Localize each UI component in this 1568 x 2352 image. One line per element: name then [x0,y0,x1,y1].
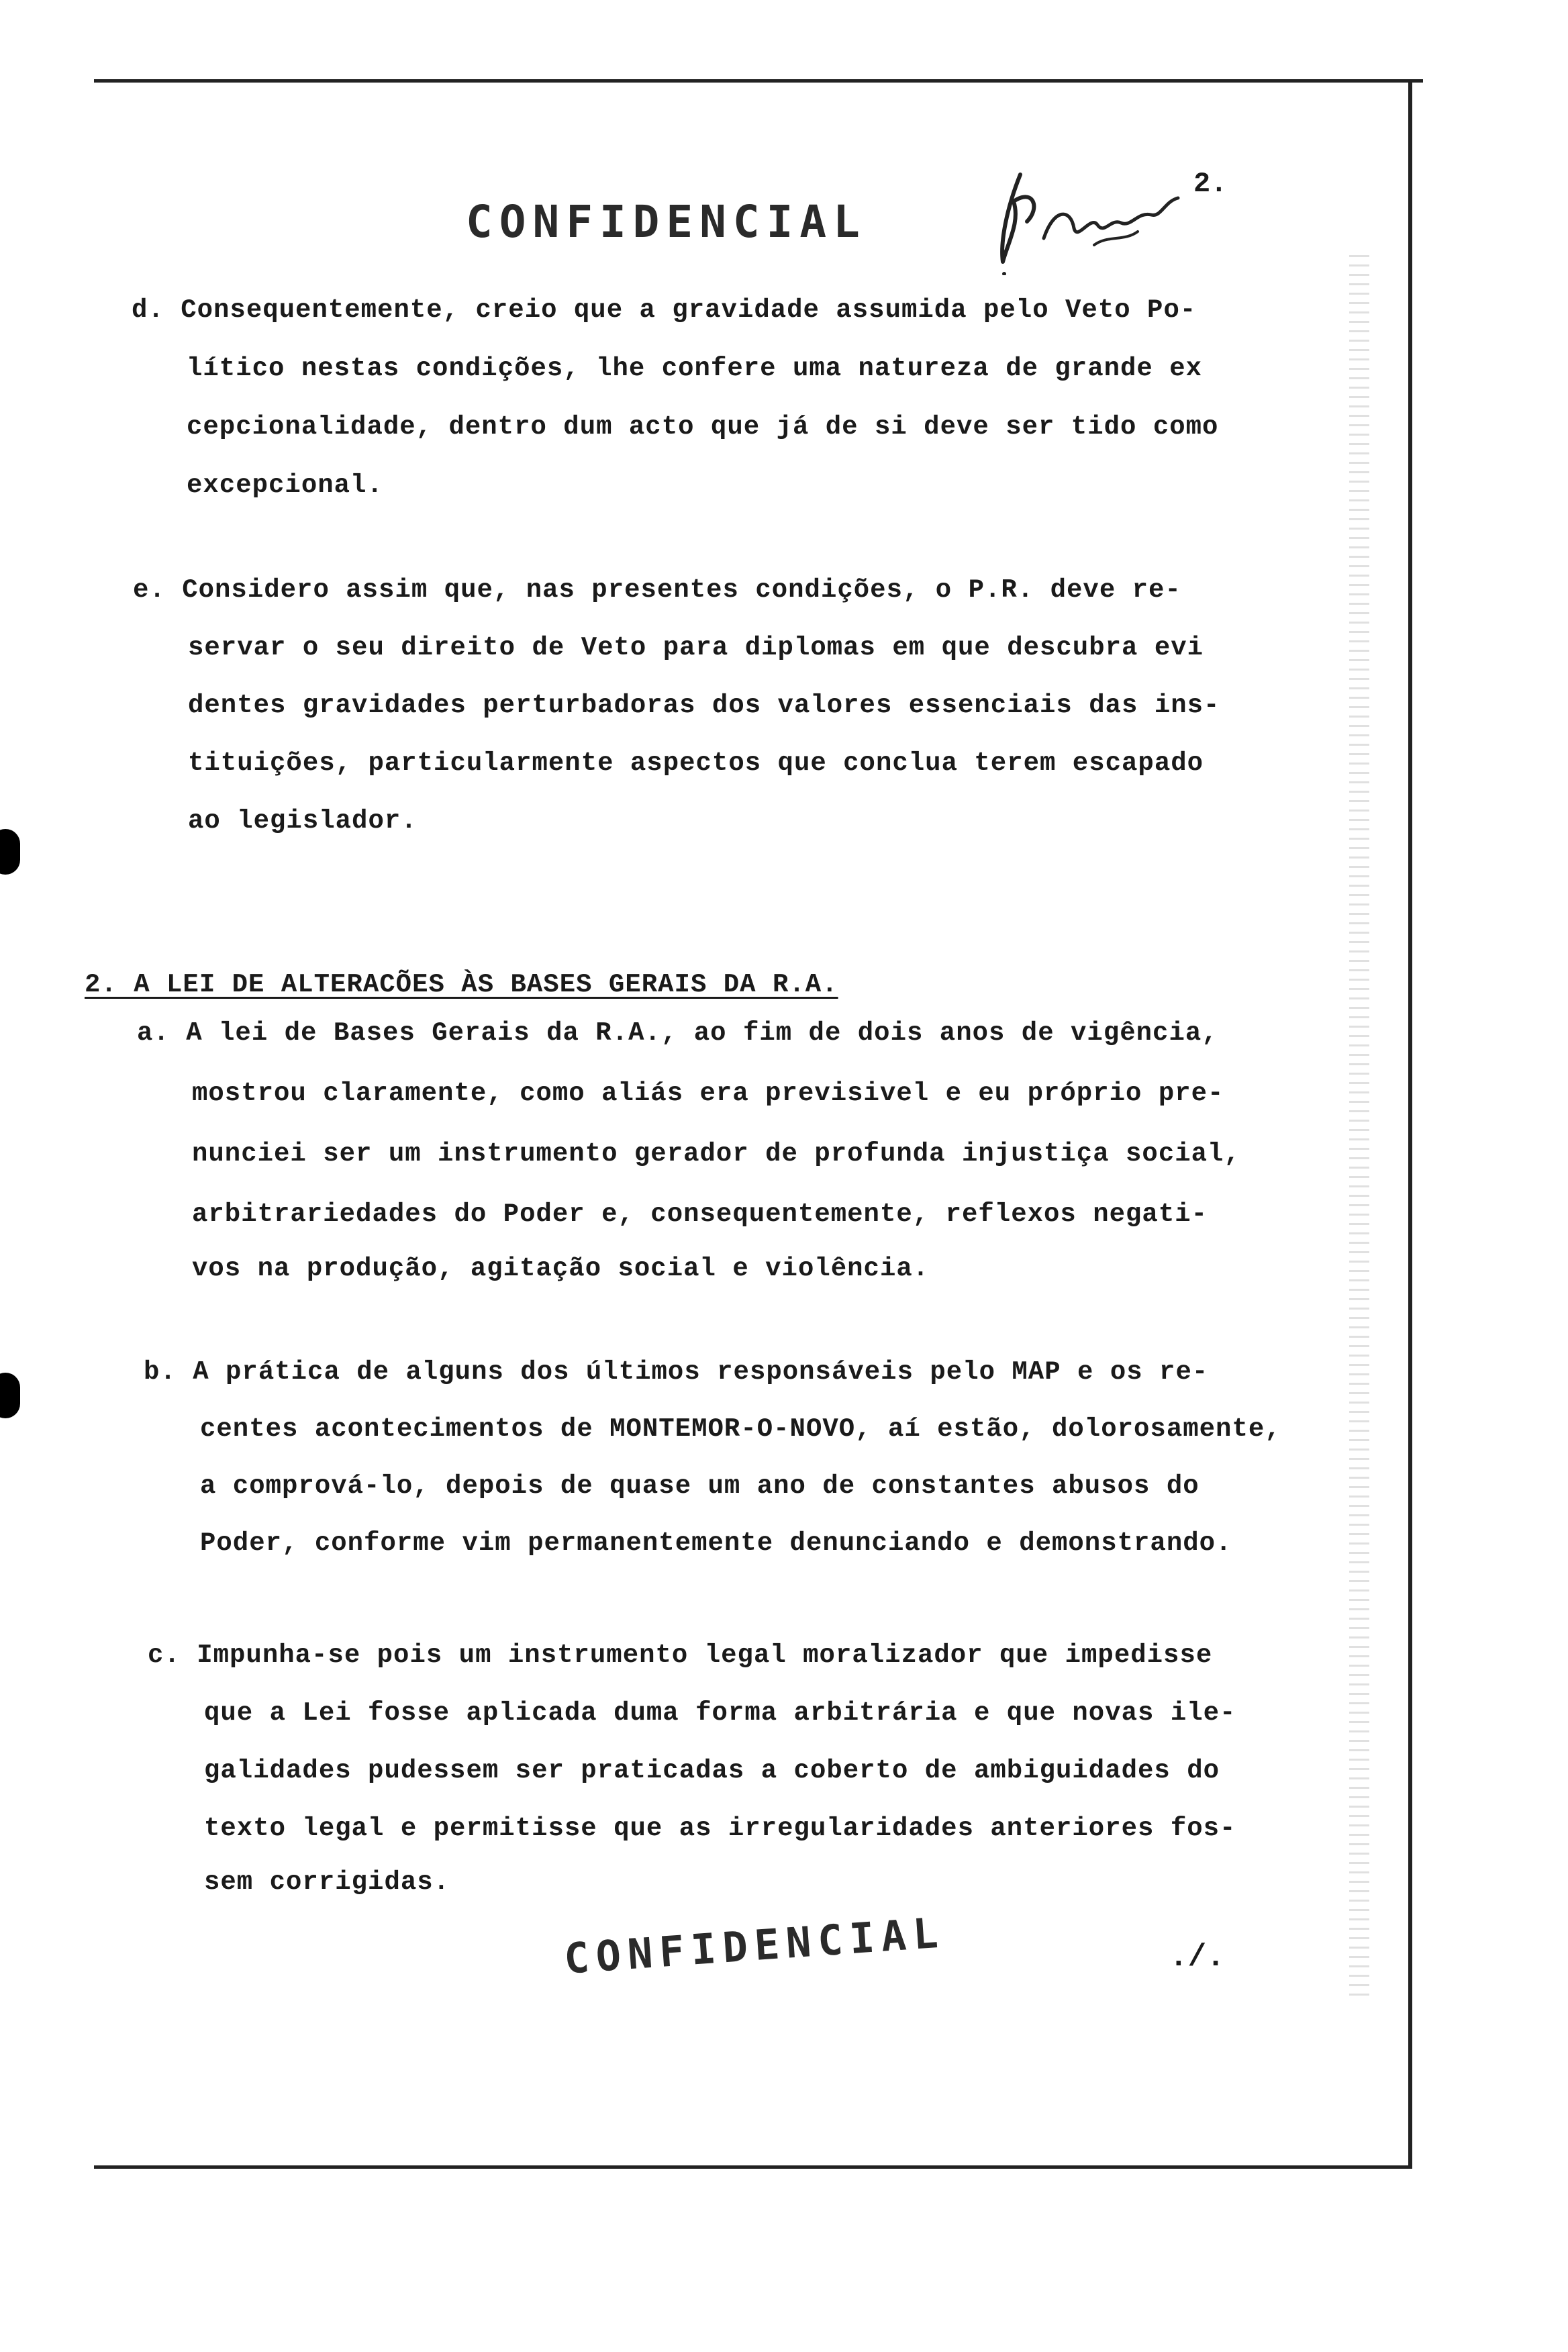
section-heading: 2. A LEI DE ALTERACÕES ÀS BASES GERAIS DA R.A. [85,970,838,999]
page-frame-bottom-line [94,2165,1412,2169]
paragraph-line: arbitrariedades do Poder e, consequentemente, reflexos negati- [192,1199,1208,1229]
continuation-mark: ./. [1169,1940,1225,1975]
paragraph-line: cepcionalidade, dentro dum acto que já de si deve ser tido como [187,412,1219,442]
paragraph-line: lítico nestas condições, lhe confere uma natureza de grande ex [187,354,1203,383]
page-frame-right-line [1408,79,1412,2168]
paragraph-line: c. Impunha-se pois um instrumento legal moralizador que impedisse [148,1640,1213,1670]
margin-copy-noise [1349,255,1369,2000]
paragraph-line: dentes gravidades perturbadoras dos valores essenciais das ins- [188,691,1220,720]
paragraph-line: a. A lei de Bases Gerais da R.A., ao fim de dois anos de vigência, [137,1018,1218,1048]
paragraph-line: galidades pudessem ser praticadas a coberto de ambiguidades do [204,1756,1220,1785]
paragraph-line: Poder, conforme vim permanentemente denunciando e demonstrando. [200,1528,1232,1558]
paragraph-line: centes acontecimentos de MONTEMOR-O-NOVO, aí estão, dolorosamente, [200,1414,1281,1444]
paragraph-line: sem corrigidas. [204,1867,450,1897]
paragraph-line: mostrou claramente, como aliás era previsivel e eu próprio pre- [192,1079,1224,1108]
paragraph-line: d. Consequentemente, creio que a gravidade assumida pelo Veto Po- [132,295,1197,325]
page-number: 2. [1193,168,1228,200]
paragraph-line: a comprová-lo, depois de quase um ano de constantes abusos do [200,1471,1199,1501]
confidential-stamp-top: CONFIDENCIAL [466,196,867,248]
paragraph-line: servar o seu direito de Veto para diplomas em que descubra evi [188,633,1204,663]
paragraph-line: ao legislador. [188,806,418,836]
paragraph-line: excepcional. [187,471,383,500]
paragraph-line: texto legal e permitisse que as irregularidades anteriores fos- [204,1814,1236,1843]
paragraph-line: nunciei ser um instrumento gerador de profunda injustiça social, [192,1139,1240,1169]
punch-hole [0,829,20,875]
page-frame-top-line [94,79,1423,83]
paragraph-line: que a Lei fosse aplicada duma forma arbitrária e que novas ile- [204,1698,1236,1728]
punch-hole [0,1373,20,1418]
handwritten-signature [993,161,1195,275]
confidential-stamp-bottom: CONFIDENCIAL [562,1908,946,1983]
paragraph-line: vos na produção, agitação social e violência. [192,1254,930,1283]
paragraph-line: b. A prática de alguns dos últimos responsáveis pelo MAP e os re- [144,1357,1209,1387]
paragraph-line: e. Considero assim que, nas presentes condições, o P.R. deve re- [133,575,1181,605]
paragraph-line: tituições, particularmente aspectos que conclua terem escapado [188,748,1204,778]
